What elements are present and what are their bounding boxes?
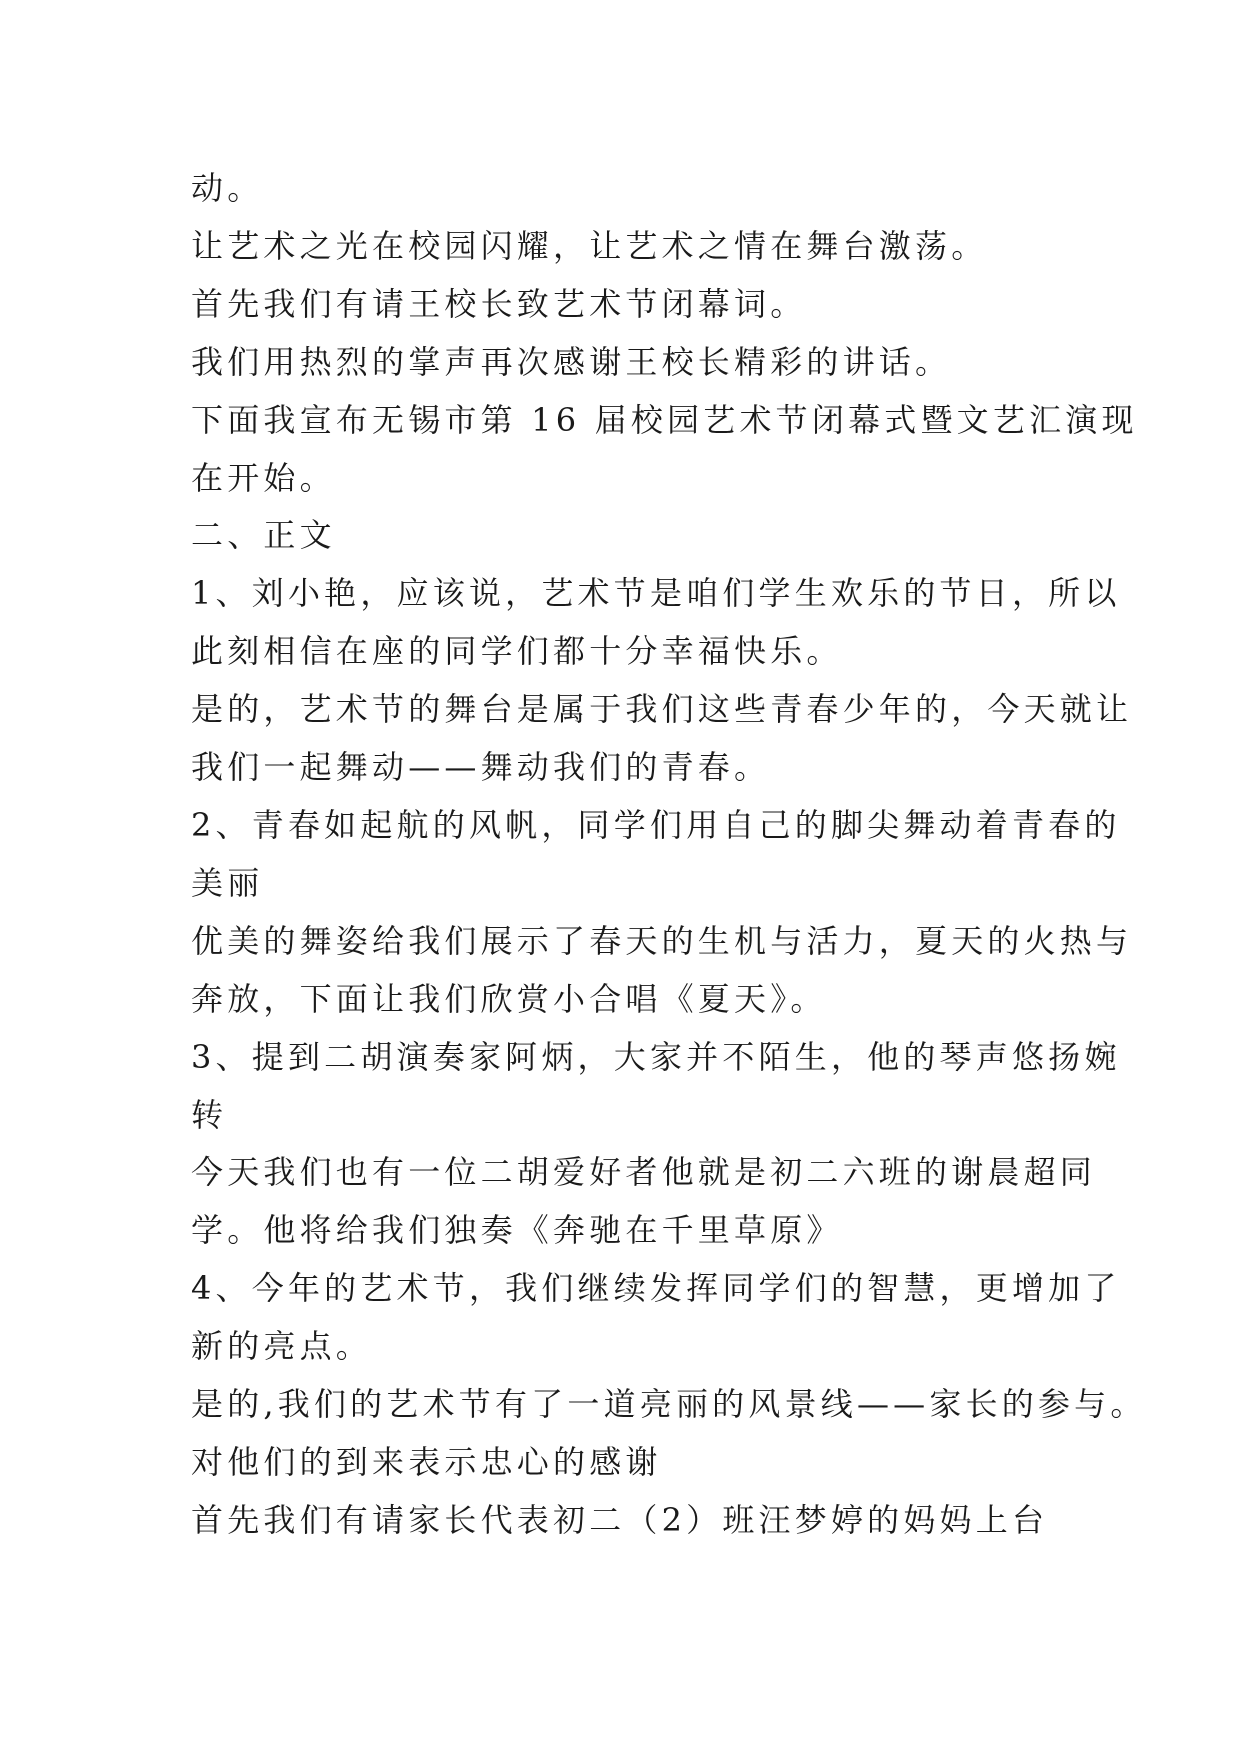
text-line: 学。他将给我们独奏《奔驰在千里草原》 [191, 1211, 843, 1250]
text-line: 首先我们有请家长代表初二（2）班汪梦婷的妈妈上台 [191, 1500, 1049, 1539]
text-line: 4、今年的艺术节，我们继续发挥同学们的智慧，更增加了 [191, 1269, 1121, 1308]
section-heading: 二、正文 [191, 516, 336, 555]
text-line: 我们用热烈的掌声再次感谢王校长精彩的讲话。 [191, 342, 952, 381]
text-line: 新的亮点。 [191, 1327, 373, 1366]
text-line: 是的,我们的艺术节有了一道亮丽的风景线——家长的参与。 [191, 1385, 1147, 1424]
text-line: 优美的舞姿给我们展示了春天的生机与活力，夏天的火热与 [191, 921, 1133, 960]
text-line: 在开始。 [191, 458, 336, 497]
text-line: 首先我们有请王校长致艺术节闭幕词。 [191, 284, 807, 323]
text-line: 美丽 [191, 863, 264, 902]
text-line: 2、青春如起航的风帆，同学们用自己的脚尖舞动着青春的 [191, 805, 1121, 844]
text-line: 3、提到二胡演奏家阿炳，大家并不陌生，他的琴声悠扬婉 [191, 1037, 1121, 1076]
text-line: 对他们的到来表示忠心的感谢 [191, 1442, 662, 1481]
text-line: 1、刘小艳，应该说，艺术节是咱们学生欢乐的节日，所以 [191, 574, 1121, 613]
text-line: 下面我宣布无锡市第 16 届校园艺术节闭幕式暨文艺汇演现 [191, 400, 1138, 439]
text-line: 奔放，下面让我们欣赏小合唱《夏天》。 [191, 979, 827, 1018]
text-line: 我们一起舞动——舞动我们的青春。 [191, 748, 771, 787]
text-line: 此刻相信在座的同学们都十分幸福快乐。 [191, 632, 843, 671]
text-line: 转 [191, 1095, 228, 1134]
text-line: 让艺术之光在校园闪耀，让艺术之情在舞台激荡。 [191, 226, 988, 265]
text-line: 今天我们也有一位二胡爱好者他就是初二六班的谢晨超同 [191, 1153, 1097, 1192]
text-line: 是的，艺术节的舞台是属于我们这些青春少年的，今天就让 [191, 690, 1133, 729]
text-line: 动。 [191, 169, 264, 207]
document-body [191, 160, 1147, 1550]
